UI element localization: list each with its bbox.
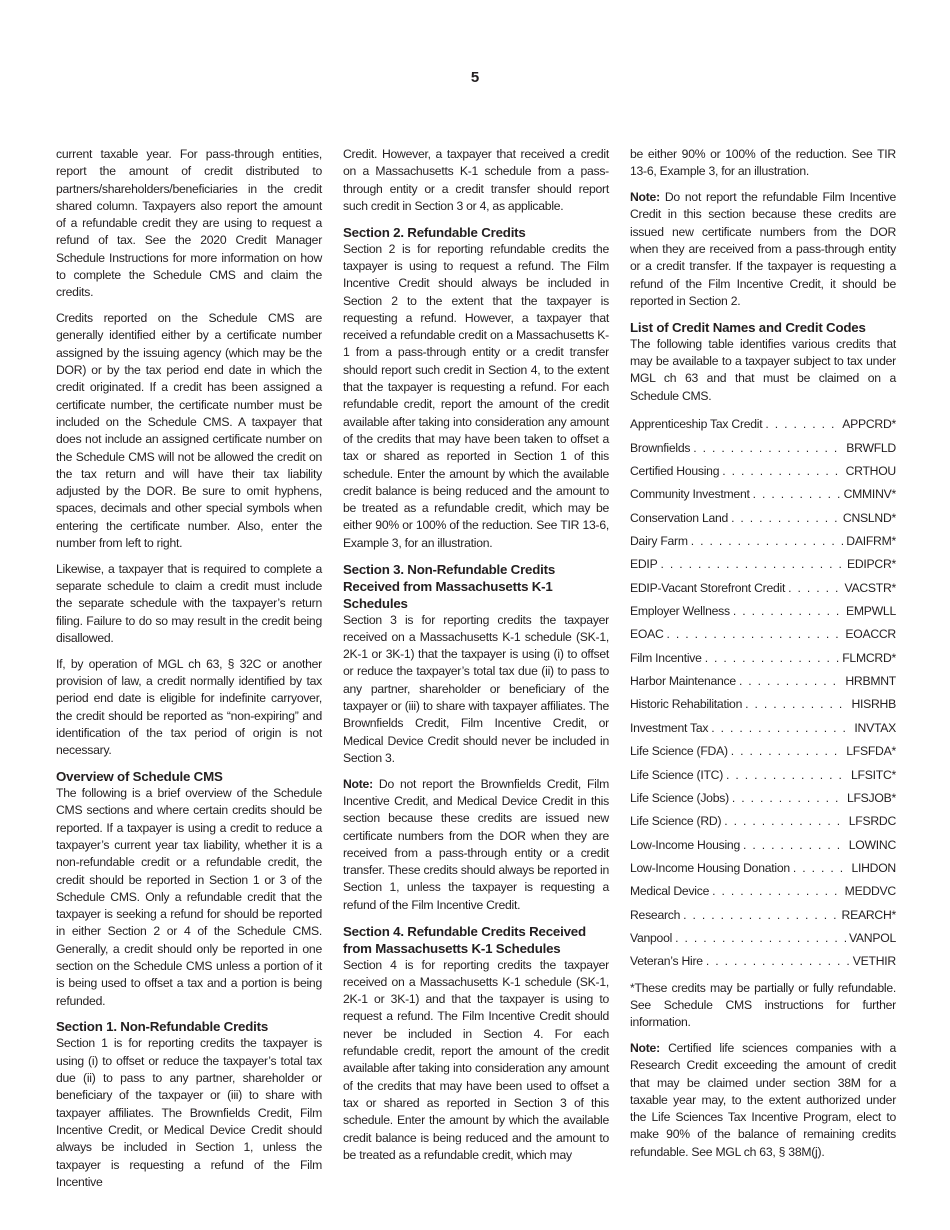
dot-leader <box>667 623 843 646</box>
credit-list-item <box>630 623 896 646</box>
paragraph: The following is a brief overview of the Schedule CMS sections and where certain credits should be reported. If a taxpayer is using a credit to reduce a taxpayer’s current year tax liability, whether it is a non-refundable credit or a refundable credit, the credit should be reported in Section 1 or 3 of the Schedule CMS. Only a refundable credit that the taxpayer is seeking a refund for should be reported in either Section 2 or 4 of the Schedule CMS. Generally, a credit should only be reported in one section on the Schedule CMS unless a portion of it is being used to offset a tax and a portion is being refunded. <box>56 786 322 1008</box>
credit-name: Life Science (FDA) <box>630 744 728 759</box>
note-text: Do not report the refundable Film Incentive Credit in this section because these credits are issued new certificate numbers from the DOR when they are received from a pass-through entity or a credit transfer. If the taxpayer is requesting a refund of the Film Incentive Credit, it should be reported in Section 2. <box>630 190 896 308</box>
paragraph: be either 90% or 100% of the reduction. See TIR 13-6, Example 3, for an illustration. <box>630 147 896 179</box>
dot-leader <box>726 764 848 787</box>
credit-code: VANPOL <box>848 930 896 945</box>
credit-list-item <box>630 437 896 460</box>
note <box>630 189 896 310</box>
credit-code: INVTAX <box>854 720 896 735</box>
credit-code: LOWINC <box>848 837 896 852</box>
paragraph: Section 4 is for reporting credits the taxpayer received on a Massachusetts K-1 schedule (SK-1, 2K-1 or 3K-1) and that the taxpayer is using to request a refund. The Film Incentive Credit should never be included in Section 4. For each refundable credit, report the amount of the credit available after taking into consideration any amount of the credits that may have been used to offset a tax or shared as reported in Section 3 of this schedule. Enter the amount by which the available credit balance is being reduced and the amount to be treated as a refundable credit, which may <box>343 957 609 1162</box>
dot-leader <box>706 950 850 973</box>
credit-name: EDIP-Vacant Storefront Credit <box>630 580 786 595</box>
dot-leader <box>788 577 841 600</box>
credit-list-item <box>630 787 896 810</box>
credit-list-item <box>630 647 896 670</box>
credit-code: CRTHOU <box>845 464 896 479</box>
credit-code: HISRHB <box>851 697 896 712</box>
credit-name: EDIP <box>630 557 658 572</box>
note <box>343 776 609 914</box>
credit-code: EOACCR <box>845 627 896 642</box>
paragraph: If, by operation of MGL ch 63, § 32C or another provision of law, a credit normally identified by tax period end date is eligible for indefinite carryover, the credit should be reported as “non-expiring” and identification of the tax period of origin is not necessary. <box>56 656 322 758</box>
dot-leader <box>712 880 842 903</box>
credit-list-item <box>630 413 896 436</box>
credit-name: Historic Rehabilitation <box>630 697 743 712</box>
dot-leader <box>705 647 840 670</box>
credit-name: Veteran’s Hire <box>630 954 703 969</box>
dot-leader <box>733 600 843 623</box>
credit-code: LFSITC* <box>851 767 896 782</box>
credit-code: LFSRDC <box>848 814 896 829</box>
credit-code: MEDDVC <box>844 884 896 899</box>
credit-code: VETHIR <box>852 954 896 969</box>
paragraph: Section 2 is for reporting refundable credits the taxpayer is using to request a refund. The Film Incentive Credit should always be included in Section 2 to the extent that the taxpayer is requesting a refund. However, a taxpayer that received a refundable credit on a Massachusetts K-1 from a pass-through entity or a credit transfer should report such credit in Section 4, to the extent that the taxpayer is requesting a refund. For each refundable credit, report the amount of the credit available after taking into consideration any amount of the credits that may have been taken to offset a tax or shared as reported in Section 1 of this schedule. Enter the amount by which the available credit balance is being reduced and the amount to be treated as a refundable credit, which may be either 90% or 100% of the reduction. See TIR 13-6, Example 3, for an illustration. <box>343 241 609 550</box>
credit-name: Life Science (RD) <box>630 814 722 829</box>
credit-list-item <box>630 950 896 973</box>
dot-leader <box>724 810 845 833</box>
credit-list-item <box>630 904 896 927</box>
credit-code: VACSTR* <box>844 580 896 595</box>
credit-name: Vanpool <box>630 930 673 945</box>
credit-code: CNSLND* <box>842 510 896 525</box>
credit-name: Harbor Maintenance <box>630 674 736 689</box>
credit-name: Investment Tax <box>630 720 709 735</box>
credit-code: BRWFLD <box>846 440 896 455</box>
credit-name: Community Investment <box>630 487 750 502</box>
credit-name: Film Incentive <box>630 650 702 665</box>
credit-list-item <box>630 693 896 716</box>
dot-leader <box>743 834 846 857</box>
credit-list-item <box>630 810 896 833</box>
dot-leader <box>732 787 844 810</box>
credit-code-list <box>630 413 896 973</box>
dot-leader <box>693 437 843 460</box>
credit-code: LFSFDA* <box>846 744 896 759</box>
note-text: Do not report the Brownfields Credit, Film Incentive Credit, and Medical Device Credit in this section because these credits are issued new certificate numbers from the DOR when they are received from a pass-through entity or a credit transfer. These credits should always be reported in Section 1, unless the taxpayer is requesting a refund of the Film Incentive Credit. <box>343 776 609 912</box>
credit-list-item <box>630 857 896 880</box>
credit-list-item <box>630 553 896 576</box>
dot-leader <box>691 530 844 553</box>
page-number: 5 <box>470 69 480 86</box>
credit-code: EMPWLL <box>846 604 896 619</box>
credit-code: DAIFRM* <box>846 534 896 549</box>
credit-code: EDIPCR* <box>846 557 896 572</box>
credit-list-item <box>630 670 896 693</box>
credit-list-item <box>630 834 896 857</box>
paragraph: Credit. However, a taxpayer that received a credit on a Massachusetts K-1 schedule from a pass-through entity or a credit transfer should report such credit in Section 3 or 4, as applicable. <box>343 147 609 213</box>
note-label: Note: <box>343 776 373 791</box>
section-heading-section-1: Section 1. Non-Refundable Credits <box>56 1019 269 1035</box>
note-label: Note: <box>630 190 660 205</box>
paragraph: current taxable year. For pass-through entities, report the amount of credit distributed to partners/shareholders/beneficiaries in the credit shared column. Taxpayers also report the amount of a refundable credit they are using to request a refund of tax. See the 2020 Credit Manager Schedule Instructions for more information on how to complete the Schedule CMS and claim the credits. <box>56 147 322 300</box>
credit-name: Low-Income Housing <box>630 837 740 852</box>
dot-leader <box>753 483 841 506</box>
credit-code: LFSJOB* <box>846 790 896 805</box>
dot-leader <box>711 717 851 740</box>
credit-list-item <box>630 927 896 950</box>
credit-code: CMMINV* <box>843 487 896 502</box>
column-2 <box>343 146 609 1173</box>
credit-name: Dairy Farm <box>630 534 688 549</box>
credit-name: Low-Income Housing Donation <box>630 860 790 875</box>
credit-name: Conservation Land <box>630 510 729 525</box>
credit-list-item <box>630 764 896 787</box>
dot-leader <box>731 740 843 763</box>
note <box>630 1040 896 1161</box>
section-heading-overview: Overview of Schedule CMS <box>56 769 223 785</box>
dot-leader <box>683 904 838 927</box>
credit-list-item <box>630 507 896 530</box>
credit-name: Life Science (Jobs) <box>630 790 729 805</box>
paragraph: Credits reported on the Schedule CMS are generally identified either by a certificate number assigned by the issuing agency (which may be the DOR) or by the tax period end date in which the credit originated. If a credit has been assigned a certificate number, the certificate number must be included on the Schedule CMS. A taxpayer that does not include an assigned certificate number on the Schedule CMS will not be allowed the credit on the tax return and will have their tax liability adjusted by the DOR. Be sure to omit hyphens, spaces, decimals and other special symbols when entering the certificate number. Also, enter the number from left to right. <box>56 311 322 551</box>
credit-list-item <box>630 600 896 623</box>
credit-list-item <box>630 577 896 600</box>
credit-name: Certified Housing <box>630 464 720 479</box>
section-heading-section-2: Section 2. Refundable Credits <box>343 224 526 240</box>
dot-leader <box>660 553 844 576</box>
paragraph: Likewise, a taxpayer that is required to complete a separate schedule to claim a credit must include the separate schedule with the taxpayer’s return filing. Failure to do so may result in the credit being disallowed. <box>56 561 322 646</box>
credit-list-item <box>630 530 896 553</box>
credit-code: LIHDON <box>851 860 896 875</box>
section-heading-credit-list: List of Credit Names and Credit Codes <box>630 319 866 335</box>
section-heading-section-3: Section 3. Non-Refundable Credits Received from Massachusetts K-1 Schedules <box>343 561 556 611</box>
dot-leader <box>793 857 849 880</box>
dot-leader <box>722 460 842 483</box>
credit-name: Apprenticeship Tax Credit <box>630 417 763 432</box>
credit-name: EOAC <box>630 627 664 642</box>
credit-list-item <box>630 483 896 506</box>
note-label: Note: <box>630 1041 660 1055</box>
credit-list-item <box>630 740 896 763</box>
section-heading-section-4: Section 4. Refundable Credits Received from Massachusetts K-1 Schedules <box>343 923 586 956</box>
credit-code: FLMCRD* <box>842 650 896 665</box>
credit-name: Life Science (ITC) <box>630 767 724 782</box>
dot-leader <box>739 670 842 693</box>
footnote: *These credits may be partially or fully refundable. See Schedule CMS instructions for further information. <box>630 980 896 1030</box>
dot-leader <box>745 693 848 716</box>
credit-name: Employer Wellness <box>630 604 730 619</box>
credit-code: REARCH* <box>841 907 896 922</box>
credit-name: Medical Device <box>630 884 710 899</box>
paragraph: The following table identifies various credits that may be available to a taxpayer subject to tax under MGL ch 63 and that must be claimed on a Schedule CMS. <box>630 336 896 403</box>
credit-list-item <box>630 717 896 740</box>
paragraph: Section 1 is for reporting credits the taxpayer is using (i) to offset or reduce the taxpayer’s total tax due (ii) to pass to any partner, shareholder or beneficiary of the taxpayer or (iii) to share with taxpayer affiliates. The Brownfields Credit, Film Incentive Credit, or Medical Device Credit should always be included in Section 1, unless the taxpayer is requesting a refund of the Film Incentive <box>56 1036 322 1189</box>
dot-leader <box>675 927 846 950</box>
note-text: Certified life sciences companies with a Research Credit exceeding the amount of credit that may be claimed under section 38M for a taxable year may, to the extent authorized under the Life Sciences Tax Incentive Program, elect to make 90% of the balance of remaining credits refundable. See MGL ch 63, § 38M(j). <box>630 1041 896 1159</box>
credit-code: HRBMNT <box>845 674 896 689</box>
paragraph: Section 3 is for reporting credits the taxpayer received on a Massachusetts K-1 schedule (SK-1, 2K-1 or 3K-1) that the taxpayer is using (i) to offset or reduce the taxpayer’s total tax due (ii) to pass to any partner, shareholder or beneficiary of the taxpayer or (iii) to share with taxpayer affiliates. The Brownfields Credit, Film Incentive Credit, or Medical Device Credit should never be included in Section 3. <box>343 612 609 765</box>
credit-name: Brownfields <box>630 440 691 455</box>
credit-name: Research <box>630 907 681 922</box>
credit-list-item <box>630 460 896 483</box>
dot-leader <box>731 507 840 530</box>
dot-leader <box>765 413 839 436</box>
credit-code: APPCRD* <box>842 417 896 432</box>
column-3 <box>630 146 896 1170</box>
credit-list-item <box>630 880 896 903</box>
column-1 <box>56 146 322 1200</box>
